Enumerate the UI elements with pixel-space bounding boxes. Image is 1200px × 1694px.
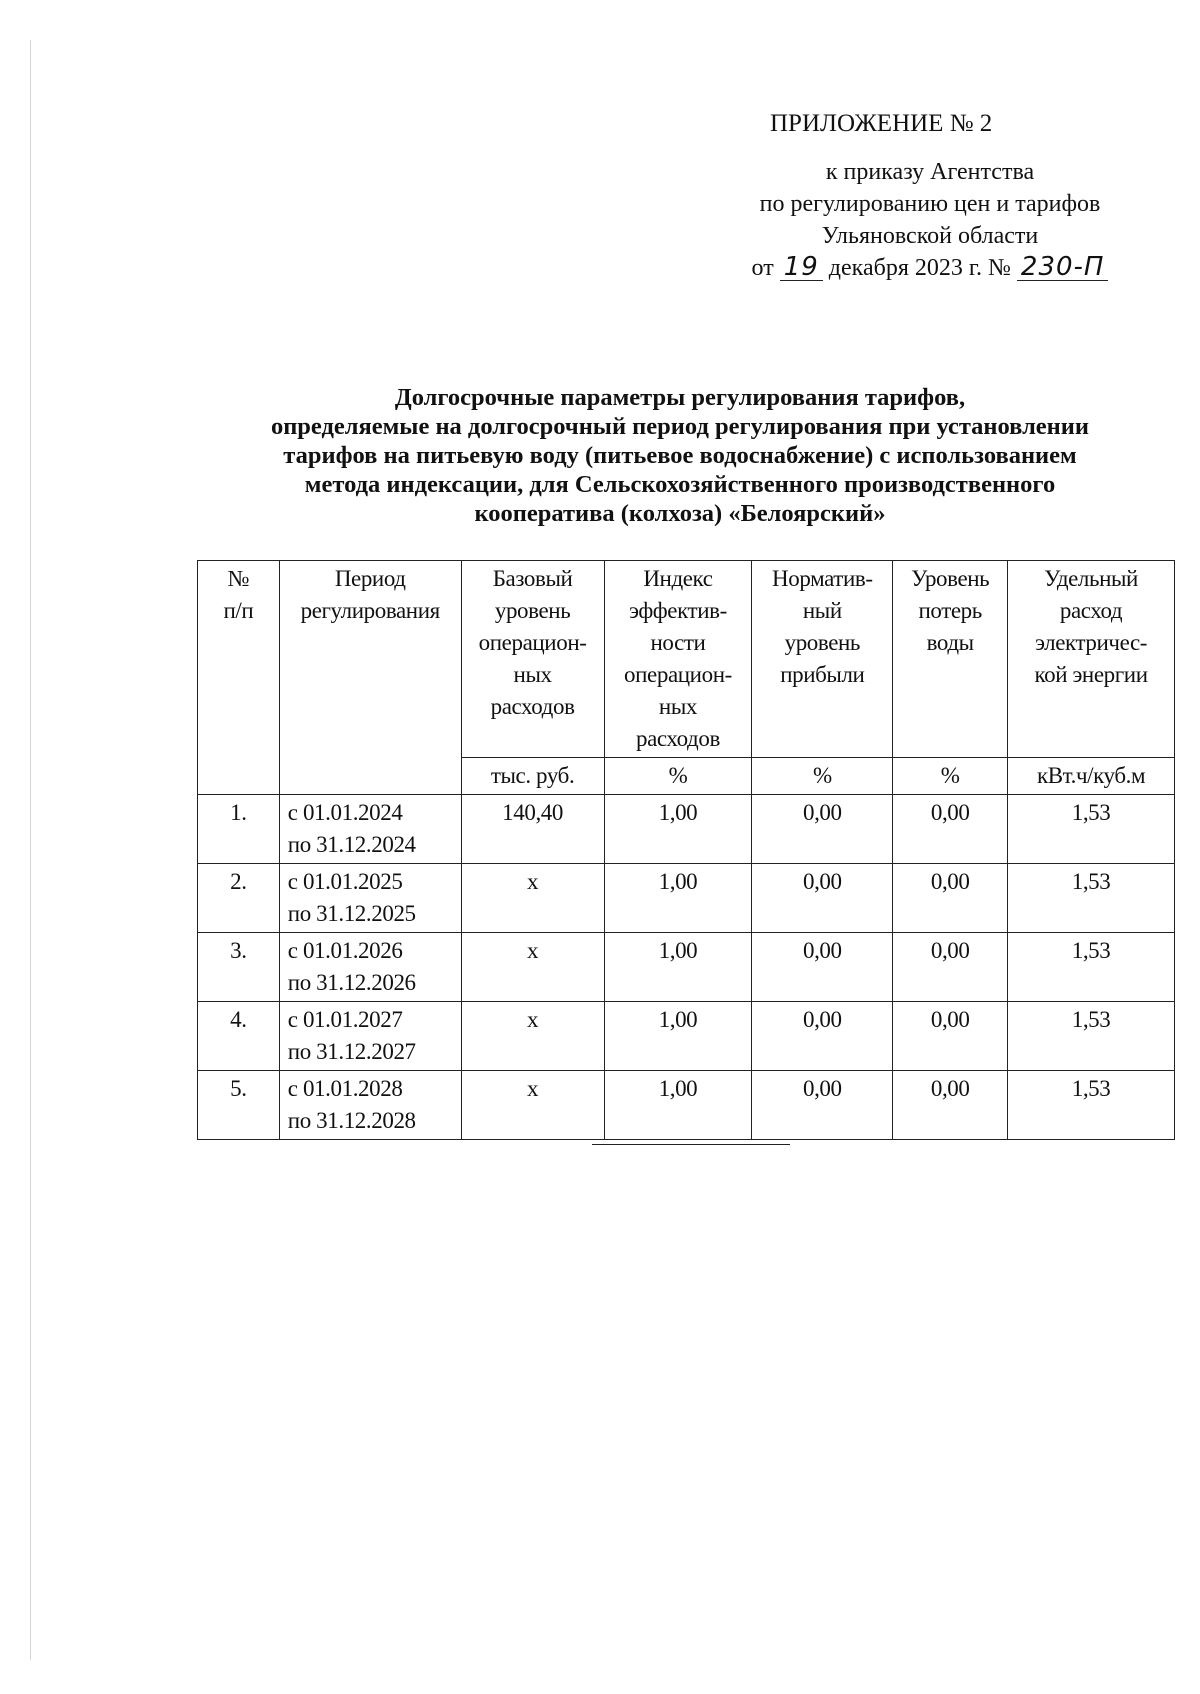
header-energy-consumption: Удельный расход электричес- кой энергии xyxy=(1008,561,1175,758)
cell-energy: 1,53 xyxy=(1008,795,1175,864)
cell-energy: 1,53 xyxy=(1008,933,1175,1002)
header-profit-level: Норматив- ный уровень прибыли xyxy=(752,561,893,758)
handwritten-day: 19 xyxy=(780,254,823,281)
table-row xyxy=(198,933,1175,1002)
unit-energy: кВт.ч/куб.м xyxy=(1008,758,1175,795)
header-water-losses: Уровень потерь воды xyxy=(893,561,1008,758)
cell-base: х xyxy=(461,1002,604,1071)
page-margin-line xyxy=(30,40,31,1660)
appendix-line-3: Ульяновской области xyxy=(821,223,1039,249)
title-line-1: Долгосрочные параметры регулирования тарифов, xyxy=(394,384,966,411)
end-divider xyxy=(592,1144,790,1145)
cell-losses: 0,00 xyxy=(893,795,1008,864)
cell-index: 1,00 xyxy=(604,1071,752,1140)
cell-energy: 1,53 xyxy=(1008,1002,1175,1071)
cell-losses: 0,00 xyxy=(893,933,1008,1002)
date-middle: декабря 2023 г. № xyxy=(828,255,1011,281)
table-row xyxy=(198,864,1175,933)
cell-base: х xyxy=(461,1071,604,1140)
order-date-line xyxy=(700,252,1160,284)
tariff-parameters-table xyxy=(197,560,1175,1140)
cell-profit: 0,00 xyxy=(752,1071,893,1140)
table-row xyxy=(198,795,1175,864)
appendix-line-1: к приказу Агентства xyxy=(825,159,1035,185)
cell-period: с 01.01.2024 по 31.12.2024 xyxy=(279,795,461,864)
header-period: Период регулирования xyxy=(279,561,461,795)
cell-num: 4. xyxy=(198,1002,280,1071)
title-line-5: кооператива (колхоза) «Белоярский» xyxy=(474,500,886,527)
date-prefix: от xyxy=(751,255,774,281)
header-base-expenses: Базовый уровень операцион- ных расходов xyxy=(461,561,604,758)
cell-energy: 1,53 xyxy=(1008,1071,1175,1140)
cell-index: 1,00 xyxy=(604,1002,752,1071)
header-efficiency-index: Индекс эффектив- ности операцион- ных расходов xyxy=(604,561,752,758)
cell-losses: 0,00 xyxy=(893,1002,1008,1071)
appendix-title: ПРИЛОЖЕНИЕ № 2 xyxy=(770,110,993,137)
title-line-2: определяемые на долгосрочный период регулирования при установлении xyxy=(270,413,1090,440)
cell-energy: 1,53 xyxy=(1008,864,1175,933)
unit-index: % xyxy=(604,758,752,795)
cell-base: 140,40 xyxy=(461,795,604,864)
unit-profit: % xyxy=(752,758,893,795)
cell-base: х xyxy=(461,864,604,933)
title-line-3: тарифов на питьевую воду (питьевое водоснабжение) с использованием xyxy=(283,442,1077,469)
cell-losses: 0,00 xyxy=(893,1071,1008,1140)
cell-profit: 0,00 xyxy=(752,933,893,1002)
cell-profit: 0,00 xyxy=(752,864,893,933)
cell-num: 5. xyxy=(198,1071,280,1140)
header-num: № п/п xyxy=(198,561,280,795)
table-row xyxy=(198,1071,1175,1140)
handwritten-order-number: 230-П xyxy=(1017,254,1109,281)
table-row xyxy=(198,1002,1175,1071)
cell-period: с 01.01.2026 по 31.12.2026 xyxy=(279,933,461,1002)
cell-num: 1. xyxy=(198,795,280,864)
cell-num: 2. xyxy=(198,864,280,933)
cell-period: с 01.01.2028 по 31.12.2028 xyxy=(279,1071,461,1140)
cell-base: х xyxy=(461,933,604,1002)
unit-base: тыс. руб. xyxy=(461,758,604,795)
cell-num: 3. xyxy=(198,933,280,1002)
title-line-4: метода индексации, для Сельскохозяйственного производственного xyxy=(304,471,1056,498)
cell-index: 1,00 xyxy=(604,795,752,864)
document-title xyxy=(195,383,1165,528)
cell-profit: 0,00 xyxy=(752,1002,893,1071)
appendix-line-2: по регулированию цен и тарифов xyxy=(759,191,1101,217)
cell-losses: 0,00 xyxy=(893,864,1008,933)
cell-index: 1,00 xyxy=(604,933,752,1002)
cell-profit: 0,00 xyxy=(752,795,893,864)
cell-period: с 01.01.2025 по 31.12.2025 xyxy=(279,864,461,933)
cell-index: 1,00 xyxy=(604,864,752,933)
cell-period: с 01.01.2027 по 31.12.2027 xyxy=(279,1002,461,1071)
unit-losses: % xyxy=(893,758,1008,795)
table-header-row xyxy=(198,561,1175,758)
